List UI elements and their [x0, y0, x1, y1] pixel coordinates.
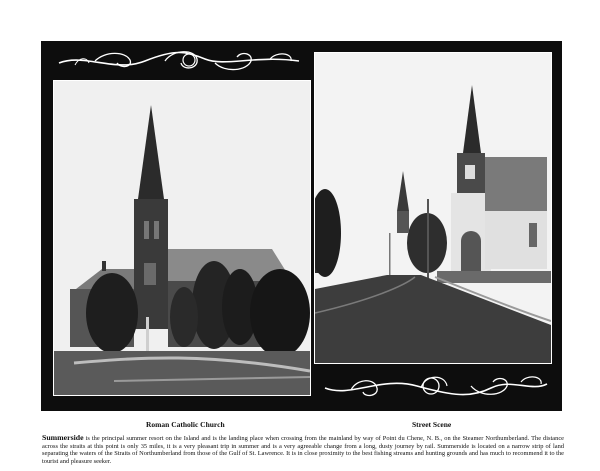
- street-caption: Street Scene: [412, 420, 452, 429]
- scroll-ornament-icon: [55, 47, 303, 75]
- street-scene-photo: [314, 52, 552, 364]
- lead-word: Summerside: [42, 433, 84, 442]
- scroll-ornament-icon: [321, 368, 551, 404]
- photo-plate: [41, 41, 562, 411]
- church-photo: [53, 80, 311, 396]
- description-paragraph: [42, 434, 564, 465]
- church-caption: Roman Catholic Church: [146, 420, 225, 429]
- description-text: is the principal summer resort on the Island and is the landing place when crossing from the mainland by way of Point du Chene, N. B., on the Steamer Northumberland. The distance across the straits at this point is only 35 miles, it is a very pleasant trip in summer and is a very agreeable change from a long, dusty journey by rail. Summerside is located on a narrow strip of land separating the waters of the Straits of Northumberland from those of the Gulf of St. Lawrence. It is in close proximity to the best fishing streams and hunting grounds and has much to recommend it to the tourist and pleasure seeker.: [42, 435, 564, 465]
